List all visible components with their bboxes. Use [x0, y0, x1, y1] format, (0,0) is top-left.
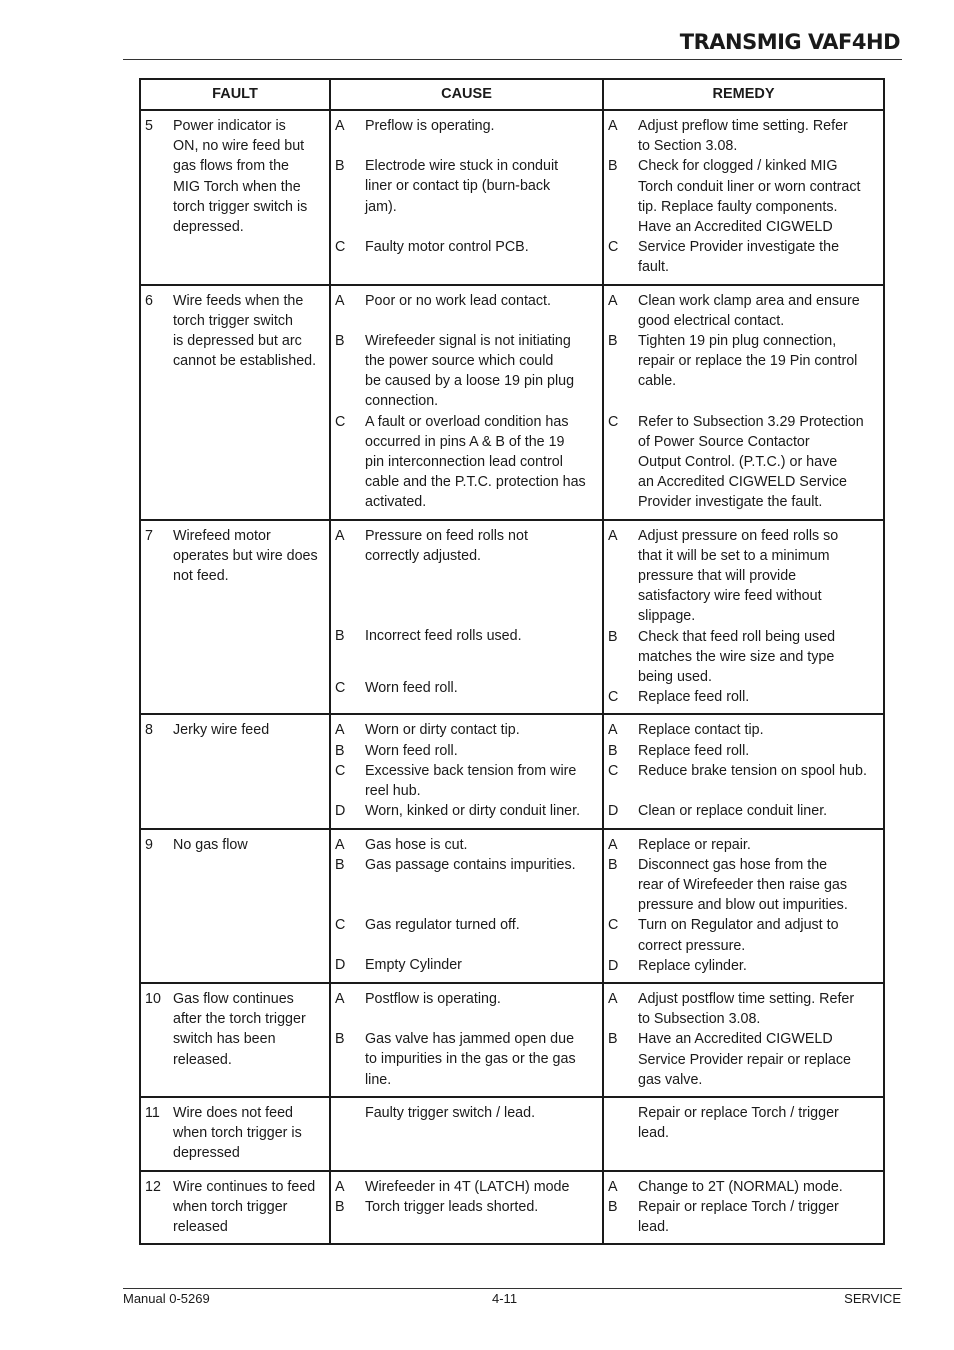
cause-item	[335, 116, 599, 136]
remedy-letter: B	[608, 333, 618, 350]
cause-item	[335, 1103, 599, 1123]
fault-number: 8	[145, 722, 153, 739]
cause-letter: A	[335, 836, 345, 853]
remedy-letter: A	[608, 527, 618, 544]
cause-text: Gas hose is cut.	[365, 836, 468, 853]
cause-letter: C	[335, 413, 346, 430]
remedy-letter: B	[608, 1031, 618, 1048]
remedy-text: Adjust preflow time setting. Refer to Section 3.08.	[638, 118, 848, 155]
fault-cell	[140, 829, 330, 983]
fault-text: Wire continues to feed when torch trigger released	[173, 1178, 316, 1235]
cause-letter: C	[335, 238, 346, 255]
cause-cell	[330, 1171, 603, 1245]
fault-text: Gas flow continues after the torch trigger switch has been released.	[173, 990, 306, 1068]
cause-text: Poor or no work lead contact.	[365, 292, 551, 309]
remedy-text: Clean work clamp area and ensure good electrical contact.	[638, 292, 860, 329]
cause-letter: C	[335, 762, 346, 779]
remedy-letter: A	[608, 990, 618, 1007]
remedy-text: Tighten 19 pin plug connection, repair or replace the 19 Pin control cable.	[638, 333, 858, 390]
cause-item	[335, 526, 599, 566]
cause-text: A fault or overload condition has occurred in pins A & B of the 19 pin interconnection lead control cable and the P.T.C. protection has activated.	[365, 413, 586, 511]
cause-letter: A	[335, 292, 345, 309]
cause-letter: B	[335, 1031, 345, 1048]
cause-letter: B	[335, 742, 345, 759]
cause-letter: B	[335, 856, 345, 873]
remedy-text: Replace feed roll.	[638, 689, 750, 706]
remedy-cell	[603, 110, 884, 285]
cause-item	[335, 412, 599, 513]
cause-item	[335, 955, 599, 975]
cause-letter: C	[335, 680, 346, 697]
remedy-cell	[603, 285, 884, 520]
fault-line	[145, 526, 326, 587]
table-row	[140, 520, 884, 715]
cause-item	[335, 626, 599, 646]
cause-item	[335, 761, 599, 801]
fault-cell	[140, 1171, 330, 1245]
cause-item	[335, 156, 599, 217]
fault-text: Jerky wire feed	[173, 722, 270, 739]
remedy-text: Replace cylinder.	[638, 957, 747, 974]
cause-text: Postflow is operating.	[365, 990, 501, 1007]
cause-text: Faulty trigger switch / lead.	[365, 1104, 536, 1121]
cause-item	[335, 1177, 599, 1197]
remedy-letter: A	[608, 836, 618, 853]
remedy-item	[608, 291, 880, 331]
remedy-item	[608, 989, 880, 1029]
cause-item	[335, 291, 599, 311]
remedy-text: Change to 2T (NORMAL) mode.	[638, 1178, 843, 1195]
cause-cell	[330, 285, 603, 520]
remedy-item	[608, 412, 880, 513]
cause-text: Faulty motor control PCB.	[365, 238, 529, 255]
remedy-item	[608, 1197, 880, 1237]
remedy-item	[608, 855, 880, 916]
fault-cell	[140, 285, 330, 520]
remedy-item	[608, 331, 880, 392]
fault-text: Wire does not feed when torch trigger is depressed	[173, 1104, 302, 1162]
remedy-item	[608, 835, 880, 855]
table-row	[140, 1097, 884, 1171]
table-body	[140, 110, 884, 1244]
remedy-letter: A	[608, 118, 618, 134]
fault-text: Power indicator is ON, no wire feed but gas flows from the MIG Torch when the torch trigger switch is depressed.	[173, 118, 308, 236]
remedy-item	[608, 627, 880, 688]
remedy-text: Replace feed roll.	[638, 742, 750, 759]
cause-text: Preflow is operating.	[365, 118, 495, 134]
remedy-item	[608, 741, 880, 761]
cause-item	[335, 1197, 599, 1217]
header-rule	[123, 59, 902, 60]
fault-number: 7	[145, 527, 153, 544]
remedy-letter: C	[608, 413, 619, 430]
cause-item	[335, 1029, 599, 1090]
remedy-text: Clean or replace conduit liner.	[638, 803, 828, 820]
cause-letter: B	[335, 158, 345, 175]
remedy-letter: B	[608, 742, 618, 759]
cause-text: Worn feed roll.	[365, 680, 458, 697]
cause-cell	[330, 983, 603, 1097]
cause-text: Worn or dirty contact tip.	[365, 722, 520, 739]
table-row	[140, 829, 884, 983]
fault-number: 12	[145, 1178, 161, 1195]
cause-letter: A	[335, 990, 345, 1007]
remedy-item	[608, 1029, 880, 1090]
cause-text: Wirefeeder signal is not initiating the power source which could be caused by a loose 19 pin plug connection.	[365, 332, 575, 410]
table-row	[140, 714, 884, 828]
fault-text: Wire feeds when the torch trigger switch is depressed but arc cannot be established.	[173, 292, 317, 370]
remedy-item	[608, 116, 880, 156]
cause-letter: B	[335, 1198, 345, 1215]
fault-number: 5	[145, 118, 153, 134]
fault-cell	[140, 1097, 330, 1171]
remedy-text: Disconnect gas hose from the rear of Wirefeeder then raise gas pressure and blow out impurities.	[638, 856, 848, 914]
cause-item	[335, 331, 599, 412]
remedy-letter: B	[608, 856, 618, 873]
remedy-letter: C	[608, 239, 619, 256]
fault-number: 6	[145, 292, 153, 309]
remedy-letter: A	[608, 292, 618, 309]
remedy-item	[608, 1103, 880, 1143]
fault-text: Wirefeed motor operates but wire does not feed.	[173, 527, 318, 585]
remedy-item	[608, 687, 880, 707]
remedy-text: Repair or replace Torch / trigger lead.	[638, 1104, 839, 1142]
cause-text: Gas valve has jammed open due to impurities in the gas or the gas line.	[365, 1031, 576, 1088]
remedy-text: Refer to Subsection 3.29 Protection of Power Source Contactor Output Control. (P.T.C.) or have an Accredited CIGWELD Service Provider investigate the fault.	[638, 413, 864, 511]
cause-letter: D	[335, 803, 346, 820]
cause-cell	[330, 520, 603, 715]
remedy-item	[608, 1177, 880, 1197]
cause-text: Excessive back tension from wire reel hub.	[365, 762, 577, 800]
remedy-letter: D	[608, 803, 619, 820]
cause-text: Wirefeeder in 4T (LATCH) mode	[365, 1178, 570, 1195]
table-row	[140, 1171, 884, 1245]
fault-line	[145, 291, 326, 372]
remedy-item	[608, 956, 880, 976]
remedy-text: Adjust pressure on feed rolls so that it will be set to a minimum pressure that will provide satisfactory wire feed without slippage.	[638, 527, 839, 625]
remedy-letter: B	[608, 1198, 618, 1215]
cause-cell	[330, 829, 603, 983]
remedy-column-header: REMEDY	[603, 79, 884, 110]
cause-item	[335, 989, 599, 1009]
cause-item	[335, 835, 599, 855]
troubleshooting-table	[139, 78, 885, 1245]
fault-number: 10	[145, 990, 161, 1007]
fault-text: No gas flow	[173, 836, 248, 853]
remedy-cell	[603, 714, 884, 828]
cause-letter: A	[335, 1178, 345, 1195]
remedy-letter: C	[608, 689, 619, 706]
document-title: TRANSMIG VAF4HD	[679, 30, 900, 54]
fault-cell	[140, 520, 330, 715]
remedy-text: Replace or repair.	[638, 836, 751, 853]
remedy-cell	[603, 983, 884, 1097]
cause-letter: A	[335, 118, 345, 134]
table-row	[140, 983, 884, 1097]
remedy-item	[608, 915, 880, 955]
fault-line	[145, 1177, 326, 1238]
cause-item	[335, 720, 599, 740]
remedy-letter: A	[608, 1178, 618, 1195]
cause-item	[335, 237, 599, 257]
remedy-text: Service Provider investigate the fault.	[638, 239, 840, 276]
cause-text: Empty Cylinder	[365, 957, 462, 974]
remedy-item	[608, 801, 880, 821]
remedy-letter: C	[608, 762, 619, 779]
remedy-text: Reduce brake tension on spool hub.	[638, 762, 867, 779]
remedy-text: Have an Accredited CIGWELD Service Provider repair or replace gas valve.	[638, 1031, 851, 1088]
cause-item	[335, 678, 599, 698]
remedy-cell	[603, 1171, 884, 1245]
cause-cell	[330, 110, 603, 285]
remedy-text: Check that feed roll being used matches the wire size and type being used.	[638, 628, 836, 686]
remedy-item	[608, 156, 880, 237]
remedy-item	[608, 237, 880, 277]
cause-letter: A	[335, 527, 345, 544]
cause-text: Torch trigger leads shorted.	[365, 1198, 539, 1215]
fault-line	[145, 1103, 326, 1164]
section-name: SERVICE	[844, 1291, 901, 1306]
fault-line	[145, 116, 326, 237]
fault-number: 9	[145, 836, 153, 853]
cause-cell	[330, 714, 603, 828]
fault-cell	[140, 714, 330, 828]
cause-cell	[330, 1097, 603, 1171]
remedy-cell	[603, 829, 884, 983]
fault-line	[145, 720, 326, 740]
cause-text: Pressure on feed rolls not correctly adjusted.	[365, 527, 528, 564]
remedy-text: Turn on Regulator and adjust to correct pressure.	[638, 917, 839, 954]
remedy-text: Replace contact tip.	[638, 722, 764, 739]
cause-item	[335, 915, 599, 935]
cause-text: Worn, kinked or dirty conduit liner.	[365, 803, 581, 820]
cause-letter: B	[335, 628, 345, 645]
cause-letter: B	[335, 332, 345, 349]
cause-text: Electrode wire stuck in conduit liner or contact tip (burn-back jam).	[365, 158, 559, 215]
remedy-text: Adjust postflow time setting. Refer to Subsection 3.08.	[638, 990, 855, 1028]
fault-line	[145, 835, 326, 855]
cause-item	[335, 741, 599, 761]
fault-line	[145, 989, 326, 1070]
cause-text: Gas regulator turned off.	[365, 916, 520, 933]
cause-letter: D	[335, 957, 346, 974]
remedy-item	[608, 526, 880, 627]
table-row	[140, 285, 884, 520]
remedy-item	[608, 761, 880, 781]
remedy-text: Repair or replace Torch / trigger lead.	[638, 1198, 839, 1235]
cause-letter: A	[335, 722, 345, 739]
cause-text: Worn feed roll.	[365, 742, 458, 759]
remedy-letter: D	[608, 957, 619, 974]
fault-cell	[140, 110, 330, 285]
page-number: 4-11	[492, 1291, 518, 1306]
footer-rule	[123, 1288, 902, 1289]
cause-item	[335, 855, 599, 875]
table-row	[140, 110, 884, 285]
remedy-letter: B	[608, 628, 618, 645]
fault-number: 11	[145, 1104, 160, 1121]
remedy-item	[608, 720, 880, 740]
fault-column-header: FAULT	[140, 79, 330, 110]
remedy-letter: A	[608, 722, 618, 739]
remedy-cell	[603, 1097, 884, 1171]
remedy-cell	[603, 520, 884, 715]
cause-text: Incorrect feed rolls used.	[365, 628, 522, 645]
remedy-letter: B	[608, 158, 618, 175]
cause-item	[335, 801, 599, 821]
fault-cell	[140, 983, 330, 1097]
remedy-text: Check for clogged / kinked MIG Torch conduit liner or worn contract tip. Replace faulty components. Have an Accredited CIGWELD	[638, 158, 861, 236]
cause-letter: C	[335, 916, 346, 933]
cause-text: Gas passage contains impurities.	[365, 856, 576, 873]
cause-column-header: CAUSE	[330, 79, 603, 110]
remedy-letter: C	[608, 917, 619, 934]
table-header-row	[140, 79, 884, 110]
manual-number: Manual 0-5269	[123, 1291, 210, 1306]
